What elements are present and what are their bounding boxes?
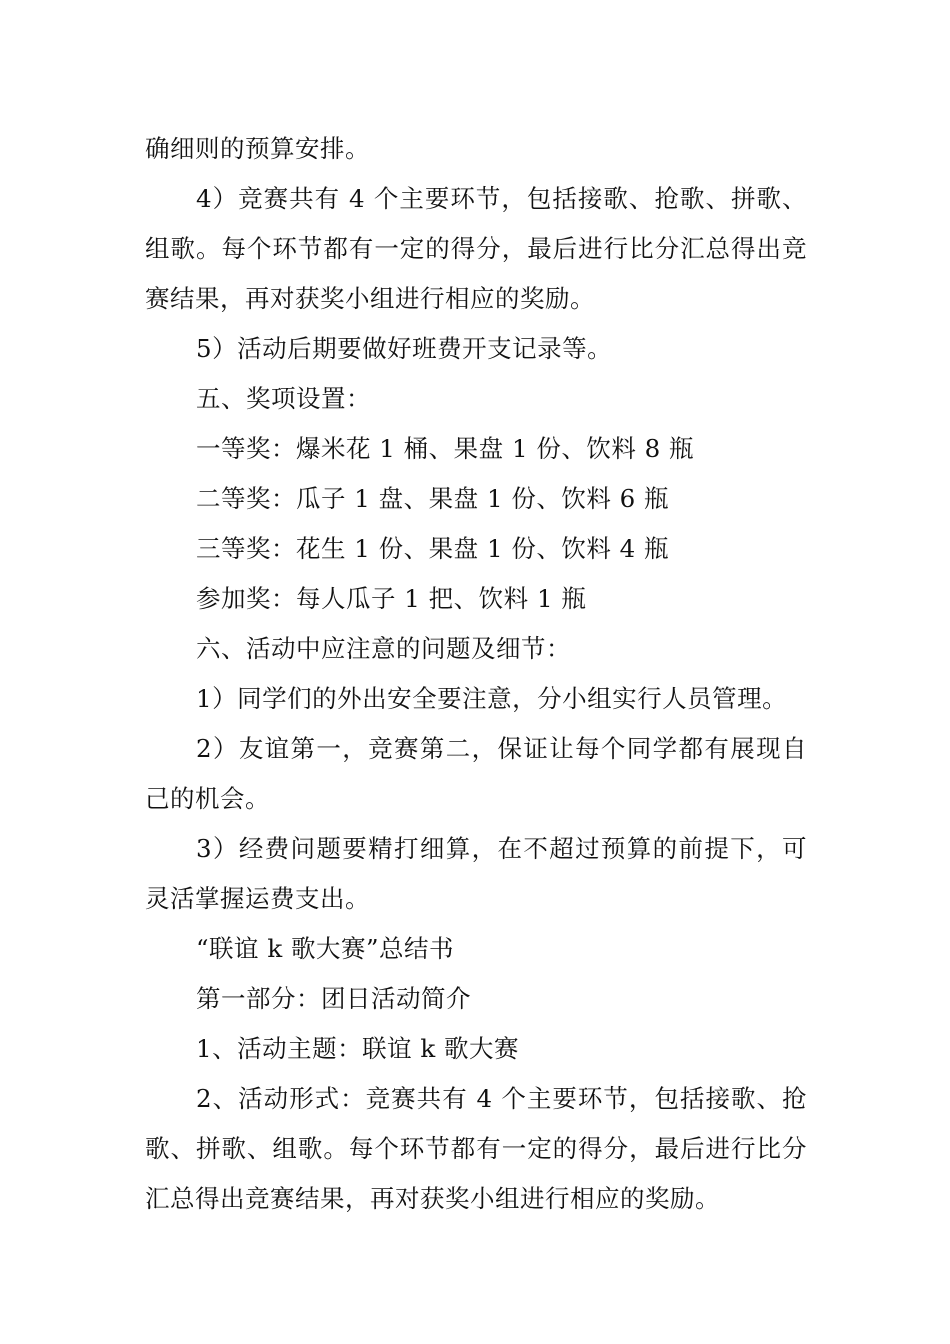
section-heading-awards: 五、奖项设置： [196,384,371,413]
note-item-1-safety: 1）同学们的外出安全要注意，分小组实行人员管理。 [196,684,788,713]
section-heading-notes: 六、活动中应注意的问题及细节： [196,634,571,663]
award-second-prize: 二等奖：瓜子 1 盘、果盘 1 份、饮料 6 瓶 [196,484,669,513]
summary-title: “联谊 k 歌大赛”总结书 [196,934,454,963]
document-page [145,124,807,1224]
award-participation-prize: 参加奖：每人瓜子 1 把、饮料 1 瓶 [196,584,587,613]
paragraph-item-5-records: 5）活动后期要做好班费开支记录等。 [196,334,613,363]
paragraph-budget-end: 确细则的预算安排。 [145,134,370,163]
summary-item-1-theme: 1、活动主题：联谊 k 歌大赛 [196,1034,520,1063]
section-heading-part-one: 第一部分：团日活动简介 [196,984,471,1013]
note-item-3-budget: 3）经费问题要精打细算，在不超过预算的前提下，可灵活掌握运费支出。 [145,834,807,913]
summary-item-2-format: 2、活动形式：竞赛共有 4 个主要环节，包括接歌、抢歌、拼歌、组歌。每个环节都有一定的得分，最后进行比分汇总得出竞赛结果，再对获奖小组进行相应的奖励。 [145,1084,807,1213]
note-item-2-friendship: 2）友谊第一，竞赛第二，保证让每个同学都有展现自己的机会。 [145,734,807,813]
award-third-prize: 三等奖：花生 1 份、果盘 1 份、饮料 4 瓶 [196,534,669,563]
paragraph-item-4-competition: 4）竞赛共有 4 个主要环节，包括接歌、抢歌、拼歌、组歌。每个环节都有一定的得分，最后进行比分汇总得出竞赛结果，再对获奖小组进行相应的奖励。 [145,184,807,313]
award-first-prize: 一等奖：爆米花 1 桶、果盘 1 份、饮料 8 瓶 [196,434,694,463]
